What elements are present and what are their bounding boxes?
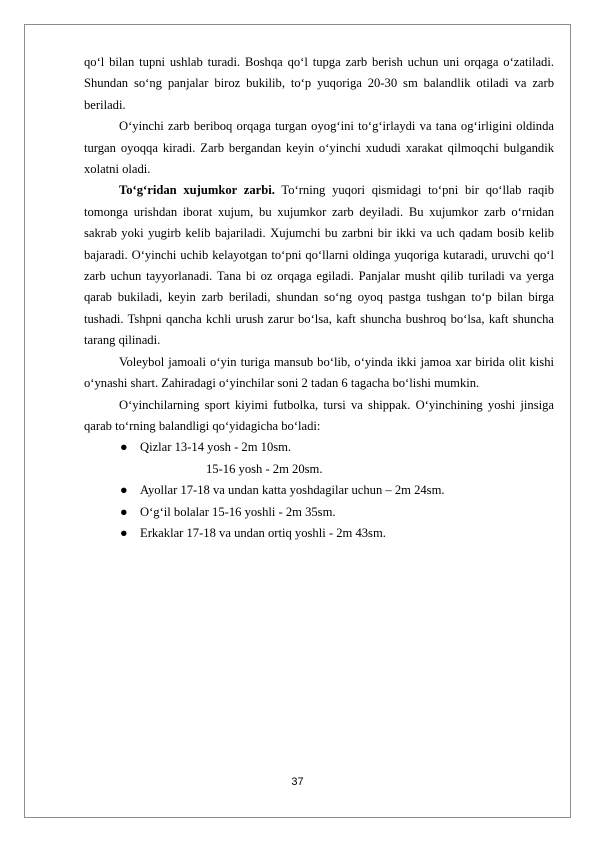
paragraph-1: qo‘l bilan tupni ushlab turadi. Boshqa qo‘l tupga zarb berish uchun uni orqaga o‘zatiladi. Shundan so‘ng panjalar biroz bukilib, to‘p yuqoriga 20-30 sm balandlik otiladi va zarb beriladi. [84,55,554,112]
list-item-text: O‘g‘il bolalar 15-16 yoshli - 2m 35sm. [140,504,336,519]
paragraph-5: O‘yinchilarning sport kiyimi futbolka, tursi va shippak. O‘yinchining yoshi jinsiga qarab to‘rning balandligi qo‘yidagicha bo‘ladi: [84,397,554,433]
net-height-list [84,437,554,544]
list-item-text: Erkaklar 17-18 va undan ortiq yoshli - 2m 43sm. [140,525,386,540]
paragraph-3-text: To‘rning yuqori qismidagi to‘pni bir qo‘llab raqib tomonga urishdan iborat xujum, bu xujumkor zarb deyiladi. Bu xujumkor zarb o‘rnidan sakrab yoki yugirb kelib bajariladi. Xujumchi bu zarbni bir ikki va uch qadam bosib kelib bajaradi. O‘yinchi uchib kelayotgan to‘pni qo‘llarni oldinga yuqoriga kutaradi, uruvchi qo‘l zarb uchun tayyorlanadi. Tana bi oz orqaga egiladi. Panjalar musht qilib turiladi va yerga qarab bukiladi, keyin zarb beriladi, shundan so‘ng oyoq pastga tushgan to‘p bilan birga tushadi. Tshpni qancha kchli urush zarur bo‘lsa, kaft shuncha bushroq bo‘lsa, kaft shuncha tarang qilinadi. [84,183,554,348]
list-item-text: Qizlar 13-14 yosh - 2m 10sm. [140,440,292,455]
list-item [84,480,554,501]
page-number: 37 [291,776,304,788]
paragraph-2: O‘yinchi zarb beriboq orqaga turgan oyog‘ini to‘g‘irlaydi va tana og‘irligini oldinda turgan oyoqqa kiradi. Zarb bergandan keyin o‘yinchi xududi xarakat qilmoqchi bulgandik xolatni oladi. [84,119,554,177]
bullet-icon: ● [120,483,128,498]
list-item [84,523,554,544]
list-item-text: Ayollar 17-18 va undan katta yoshdagilar uchun – 2m 24sm. [140,483,445,498]
bullet-icon: ● [120,525,128,540]
list-item-continued [84,459,554,480]
list-item [84,437,554,458]
list-item [84,502,554,523]
bullet-icon: ● [120,504,128,519]
list-item-text: 15-16 yosh - 2m 20sm. [206,461,323,476]
bullet-icon: ● [120,440,128,455]
paragraph-3 [84,180,554,351]
paragraph-4: Voleybol jamoali o‘yin turiga mansub bo‘lib, o‘yinda ikki jamoa xar birida olit kishi o‘ynashi shart. Zahiradagi o‘yinchilar soni 2 tadan 6 tagacha bo‘lishi mumkin. [84,354,554,391]
section-heading: To‘g‘ridan xujumkor zarbi. [119,183,275,198]
page-content [84,52,554,544]
